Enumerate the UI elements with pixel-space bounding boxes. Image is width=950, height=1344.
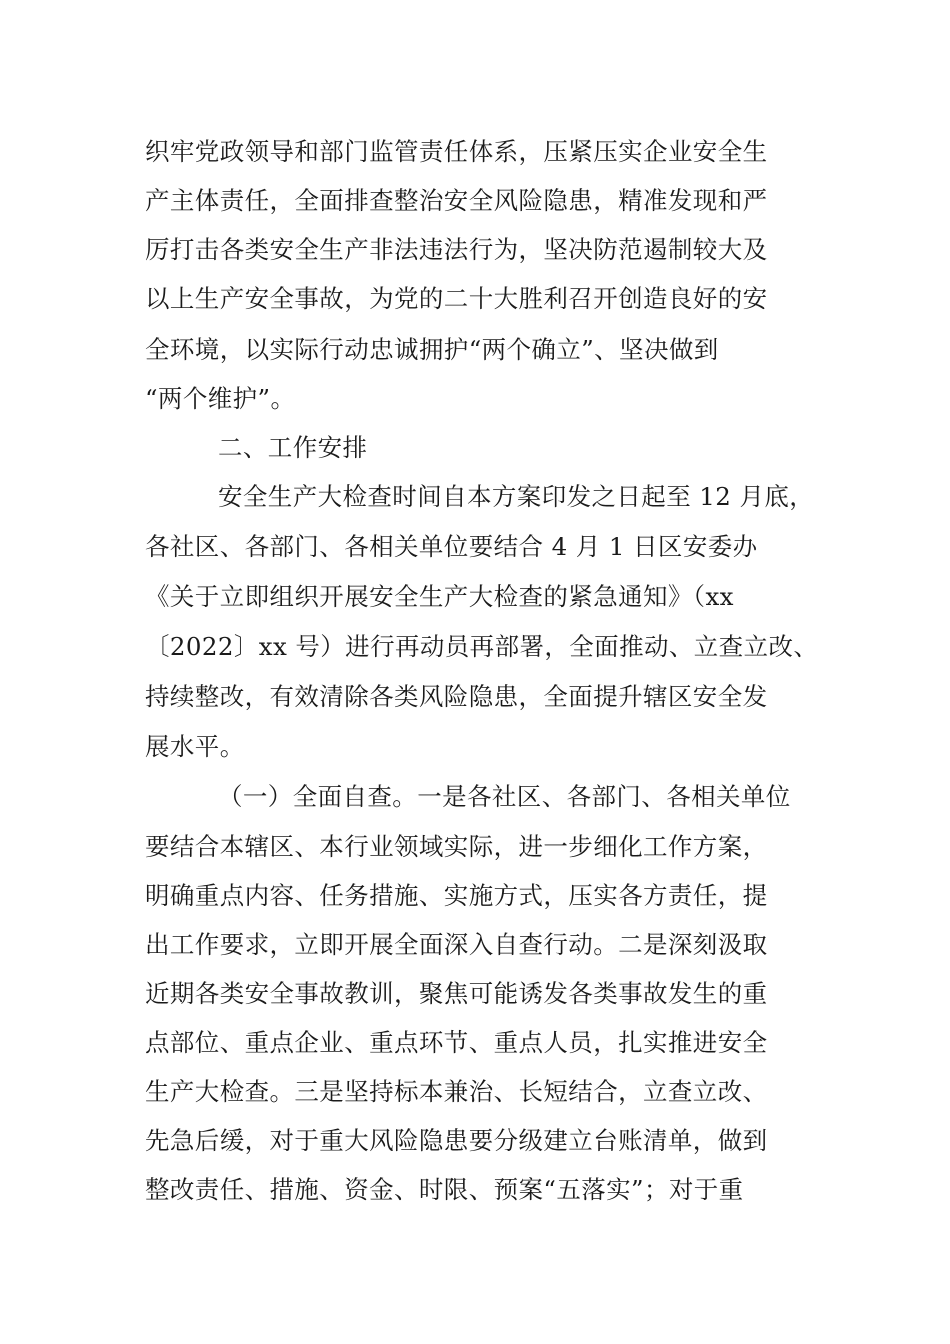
body-text-line: “两个维护”。 [145, 384, 296, 413]
subsection-line: （一）全面自查。一是各社区、各部门、各相关单位 [218, 782, 791, 811]
body-text-line: 点部位、重点企业、重点环节、重点人员，扎实推进安全 [145, 1028, 768, 1057]
body-text-line: 持续整改，有效清除各类风险隐患，全面提升辖区安全发 [145, 682, 768, 711]
body-text-line: 要结合本辖区、本行业领域实际，进一步细化工作方案， [145, 832, 768, 861]
section-heading: 二、工作安排 [218, 433, 368, 462]
body-text-line: 全环境，以实际行动忠诚拥护“两个确立”、坚决做到 [145, 335, 719, 364]
body-text-line: 生产大检查。三是坚持标本兼治、长短结合，立查立改、 [145, 1077, 768, 1106]
body-text-line: 近期各类安全事故教训，聚焦可能诱发各类事故发生的重 [145, 979, 768, 1008]
body-text-line: 《关于立即组织开展安全生产大检查的紧急通知》（xx [145, 582, 734, 611]
body-text-line: 以上生产安全事故，为党的二十大胜利召开创造良好的安 [145, 284, 768, 313]
body-text-line: 〔2022〕xx 号）进行再动员再部署，全面推动、立查立改、 [145, 632, 819, 661]
body-text-line: 各社区、各部门、各相关单位要结合 4 月 1 日区安委办 [145, 532, 758, 561]
body-text-line: 明确重点内容、任务措施、实施方式，压实各方责任，提 [145, 881, 768, 910]
body-text-line: 安全生产大检查时间自本方案印发之日起至 12 月底， [218, 482, 815, 511]
body-text-line: 出工作要求，立即开展全面深入自查行动。二是深刻汲取 [145, 930, 768, 959]
body-text-line: 展水平。 [145, 732, 245, 761]
body-text-line: 整改责任、措施、资金、时限、预案“五落实”；对于重 [145, 1175, 744, 1204]
body-text-line: 产主体责任，全面排查整治安全风险隐患，精准发现和严 [145, 186, 768, 215]
body-text-line: 厉打击各类安全生产非法违法行为，坚决防范遏制较大及 [145, 235, 768, 264]
body-text-line: 织牢党政领导和部门监管责任体系，压紧压实企业安全生 [145, 137, 768, 166]
body-text-line: 先急后缓，对于重大风险隐患要分级建立台账清单，做到 [145, 1126, 768, 1155]
